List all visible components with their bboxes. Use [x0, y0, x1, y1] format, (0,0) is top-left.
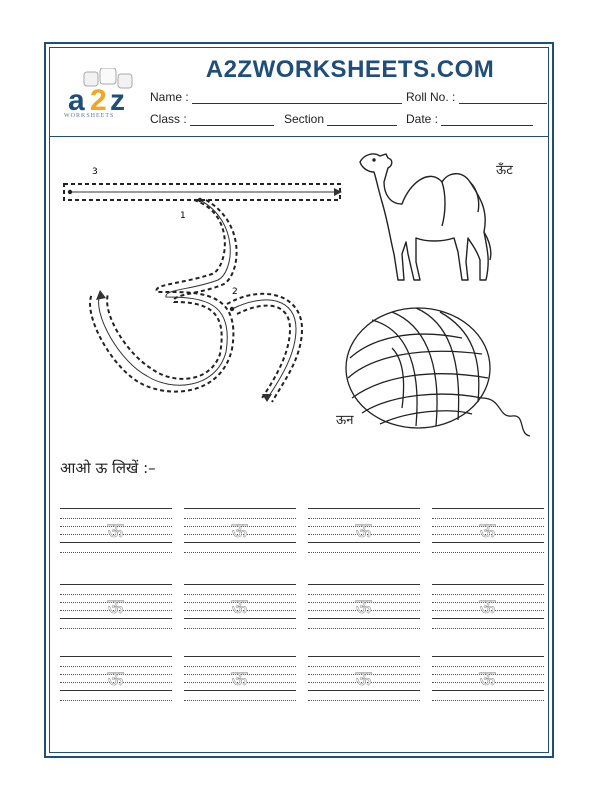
trace-glyph: ऊ	[479, 666, 497, 690]
dotted-guide-line	[184, 700, 296, 701]
dotted-guide-line	[184, 552, 296, 553]
dotted-guide-line	[60, 628, 172, 629]
solid-guide-line	[308, 584, 420, 585]
solid-guide-line	[60, 584, 172, 585]
dotted-guide-line	[60, 700, 172, 701]
wool-word: ऊन	[336, 413, 354, 428]
solid-guide-line	[60, 508, 172, 509]
trace-glyph: ऊ	[355, 666, 373, 690]
dotted-guide-line	[308, 552, 420, 553]
solid-guide-line	[308, 508, 420, 509]
practice-cell[interactable]	[308, 656, 420, 702]
stroke-number-3: 3	[92, 167, 98, 177]
trace-glyph: ऊ	[231, 666, 249, 690]
practice-cell[interactable]	[432, 584, 544, 630]
svg-text:2: 2	[90, 84, 107, 117]
logo-subtitle: WORKSHEETS	[64, 113, 115, 119]
practice-cell[interactable]	[184, 656, 296, 702]
dotted-guide-line	[432, 700, 544, 701]
solid-guide-line	[184, 584, 296, 585]
writing-instruction: आओ ऊ लिखें :–	[60, 459, 156, 477]
practice-cell[interactable]	[60, 584, 172, 630]
dotted-guide-line	[432, 552, 544, 553]
class-line[interactable]	[190, 114, 274, 126]
roll-label: Roll No. :	[406, 90, 456, 104]
practice-cell[interactable]	[60, 656, 172, 702]
stroke-number-2: 2	[232, 287, 238, 297]
practice-cell[interactable]	[432, 508, 544, 554]
trace-glyph: ऊ	[107, 594, 125, 618]
date-line[interactable]	[441, 114, 533, 126]
trace-glyph: ऊ	[231, 518, 249, 542]
dotted-guide-line	[60, 552, 172, 553]
practice-cell[interactable]	[308, 508, 420, 554]
name-label: Name :	[150, 90, 189, 104]
solid-guide-line	[184, 508, 296, 509]
practice-cell[interactable]	[184, 508, 296, 554]
roll-line[interactable]	[459, 92, 547, 104]
solid-guide-line	[184, 656, 296, 657]
dotted-guide-line	[184, 628, 296, 629]
solid-guide-line	[432, 656, 544, 657]
name-line[interactable]	[192, 92, 402, 104]
section-label: Section	[284, 112, 325, 126]
date-field[interactable]	[406, 112, 533, 126]
dotted-guide-line	[308, 700, 420, 701]
worksheet-inner-border	[49, 47, 549, 753]
trace-glyph: ऊ	[479, 518, 497, 542]
trace-glyph: ऊ	[479, 594, 497, 618]
trace-glyph: ऊ	[355, 518, 373, 542]
practice-cell[interactable]	[184, 584, 296, 630]
class-field[interactable]	[150, 112, 274, 126]
stroke-number-1: 1	[180, 211, 186, 221]
class-label: Class :	[150, 112, 187, 126]
name-field[interactable]	[150, 90, 402, 104]
trace-glyph: ऊ	[107, 666, 125, 690]
solid-guide-line	[60, 656, 172, 657]
svg-text:a: a	[68, 84, 85, 117]
trace-letter-u	[62, 144, 352, 408]
solid-guide-line	[432, 508, 544, 509]
worksheet-border	[44, 42, 554, 758]
yarn-ball-picture	[332, 298, 532, 448]
practice-cell[interactable]	[432, 656, 544, 702]
a2z-logo	[60, 68, 150, 128]
dotted-guide-line	[432, 628, 544, 629]
solid-guide-line	[308, 656, 420, 657]
practice-grid	[60, 508, 548, 748]
roll-field[interactable]	[406, 90, 547, 104]
solid-guide-line	[432, 584, 544, 585]
date-label: Date :	[406, 112, 439, 126]
section-line[interactable]	[327, 114, 397, 126]
camel-picture	[350, 142, 520, 292]
site-title: A2ZWORKSHEETS.COM	[205, 56, 495, 83]
practice-cell[interactable]	[308, 584, 420, 630]
dotted-guide-line	[308, 628, 420, 629]
trace-glyph: ऊ	[107, 518, 125, 542]
camel-word: ऊँट	[496, 163, 513, 178]
trace-glyph: ऊ	[231, 594, 249, 618]
worksheet-header	[50, 48, 548, 137]
section-field[interactable]	[284, 112, 397, 126]
practice-cell[interactable]	[60, 508, 172, 554]
svg-text:z: z	[110, 84, 125, 117]
trace-glyph: ऊ	[355, 594, 373, 618]
